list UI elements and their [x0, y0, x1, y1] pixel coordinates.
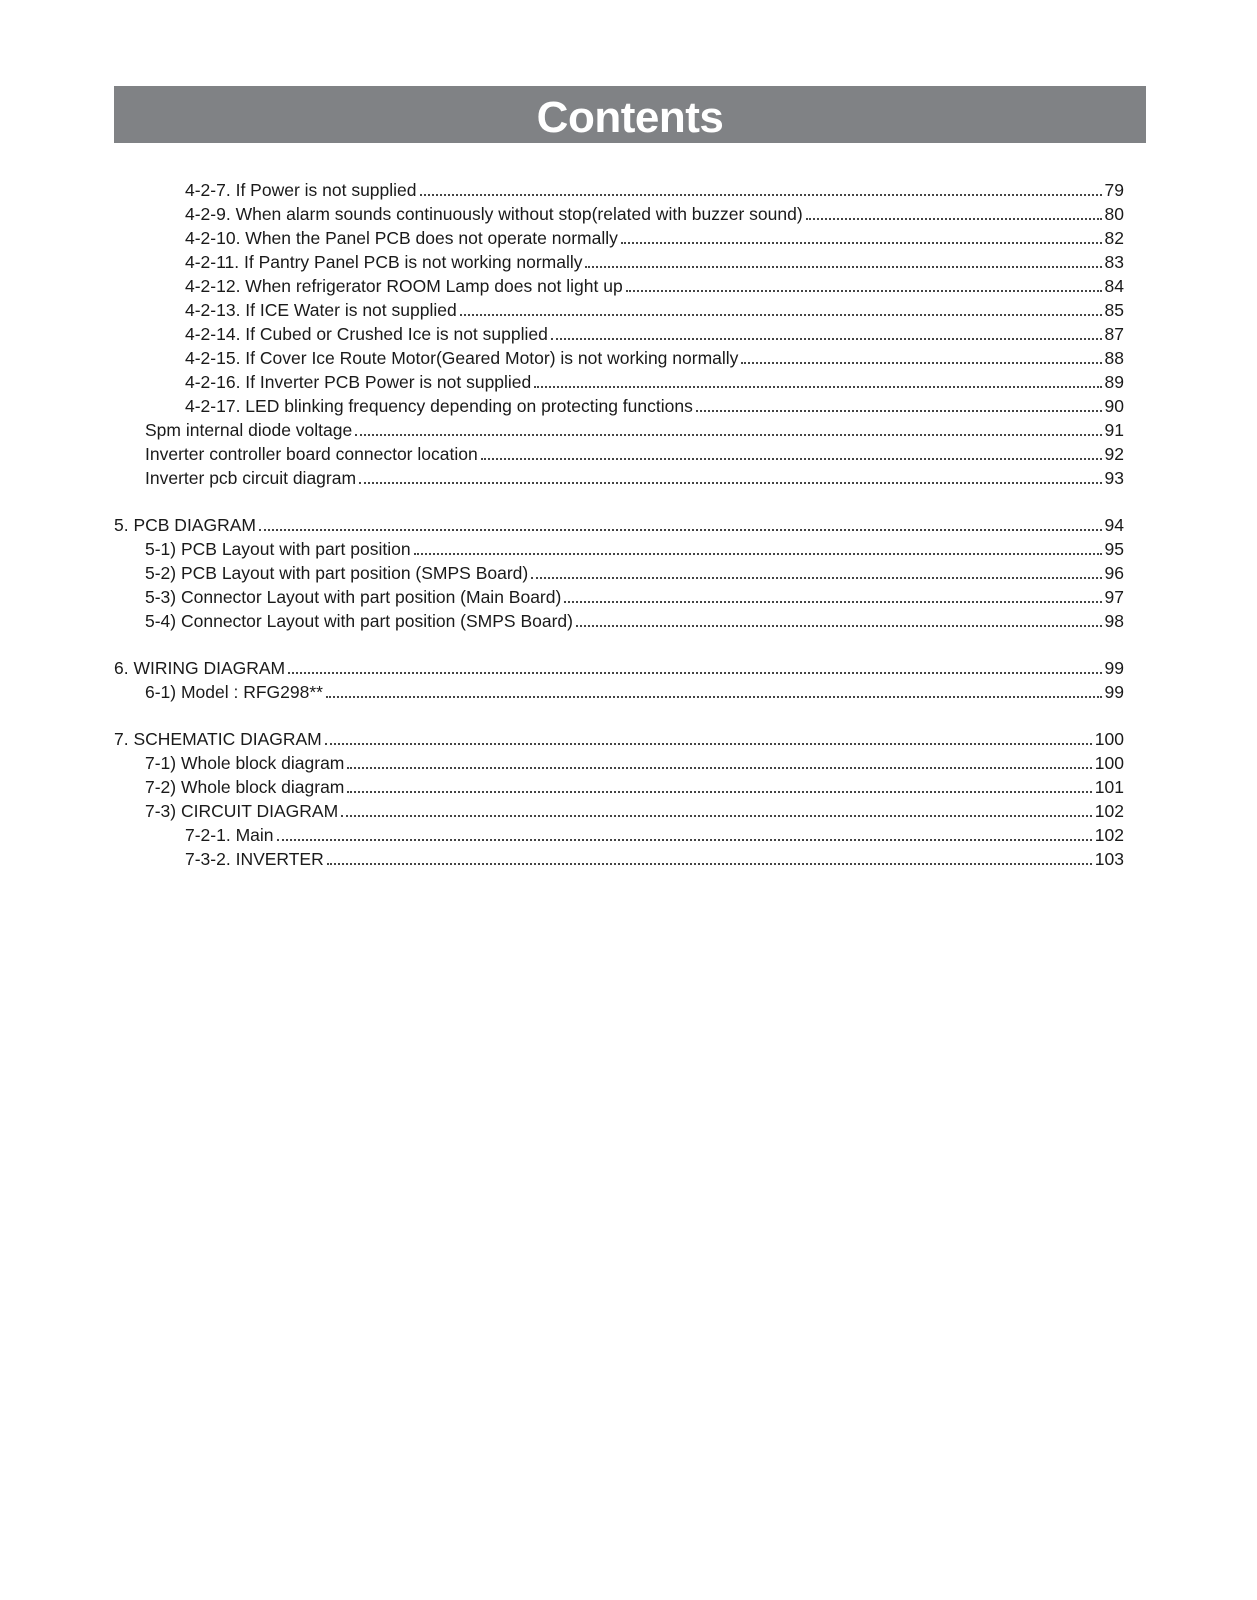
toc-entry[interactable]: [114, 178, 1124, 202]
toc-entry-page-number: 90: [1104, 396, 1124, 416]
toc-entry-page-number: 99: [1104, 658, 1124, 678]
toc-entry-page-number: 101: [1094, 777, 1124, 797]
toc-entry-label: 4-2-14. If Cubed or Crushed Ice is not supplied: [185, 324, 548, 344]
toc-entry-label: 7-3) CIRCUIT DIAGRAM: [145, 801, 339, 821]
toc-entry[interactable]: [114, 775, 1124, 799]
toc-entry-label: 7-2) Whole block diagram: [145, 777, 345, 797]
toc-entry-page-number: 100: [1094, 753, 1124, 773]
toc-entry-label: 7-3-2. INVERTER: [185, 849, 324, 869]
table-of-contents: [114, 178, 1124, 871]
toc-entry-page-number: 98: [1104, 611, 1124, 631]
toc-dot-leader: [576, 625, 1102, 627]
toc-dot-leader: [347, 767, 1091, 769]
toc-entry-page-number: 89: [1104, 372, 1124, 392]
toc-entry-page-number: 84: [1104, 276, 1124, 296]
toc-dot-leader: [277, 839, 1092, 841]
toc-entry-label: 7-1) Whole block diagram: [145, 753, 345, 773]
toc-entry-label: 5-3) Connector Layout with part position (Main Board): [145, 587, 562, 607]
toc-entry[interactable]: [114, 847, 1124, 871]
toc-dot-leader: [420, 194, 1102, 196]
toc-dot-leader: [585, 266, 1101, 268]
toc-entry[interactable]: [114, 561, 1124, 585]
toc-entry[interactable]: [114, 370, 1124, 394]
toc-dot-leader: [259, 529, 1102, 531]
toc-dot-leader: [534, 386, 1101, 388]
toc-entry[interactable]: [114, 513, 1124, 537]
toc-entry[interactable]: [114, 202, 1124, 226]
toc-entry-page-number: 100: [1094, 729, 1124, 749]
toc-entry[interactable]: [114, 226, 1124, 250]
toc-entry-label: Inverter controller board connector location: [145, 444, 478, 464]
toc-dot-leader: [347, 791, 1091, 793]
toc-entry-label: 4-2-9. When alarm sounds continuously without stop(related with buzzer sound): [185, 204, 803, 224]
toc-dot-leader: [626, 290, 1102, 292]
toc-dot-leader: [341, 815, 1092, 817]
toc-entry-page-number: 102: [1094, 825, 1124, 845]
toc-entry-page-number: 94: [1104, 515, 1124, 535]
toc-entry-label: 4-2-10. When the Panel PCB does not operate normally: [185, 228, 618, 248]
toc-entry[interactable]: [114, 250, 1124, 274]
toc-entry[interactable]: [114, 799, 1124, 823]
toc-entry-page-number: 87: [1104, 324, 1124, 344]
toc-entry-page-number: 80: [1104, 204, 1124, 224]
toc-dot-leader: [414, 553, 1102, 555]
toc-entry-label: 5-1) PCB Layout with part position: [145, 539, 411, 559]
toc-entry-page-number: 99: [1104, 682, 1124, 702]
toc-entry-page-number: 96: [1104, 563, 1124, 583]
toc-dot-leader: [327, 863, 1092, 865]
toc-entry-label: Spm internal diode voltage: [145, 420, 353, 440]
toc-entry-page-number: 97: [1104, 587, 1124, 607]
toc-entry-label: 7. SCHEMATIC DIAGRAM: [114, 729, 322, 749]
toc-dot-leader: [551, 338, 1102, 340]
toc-dot-leader: [460, 314, 1102, 316]
toc-entry[interactable]: [114, 394, 1124, 418]
toc-dot-leader: [288, 672, 1101, 674]
toc-entry[interactable]: [114, 823, 1124, 847]
toc-entry[interactable]: [114, 751, 1124, 775]
page-title: Contents: [536, 92, 724, 142]
toc-entry-label: 5-2) PCB Layout with part position (SMPS Board): [145, 563, 529, 583]
toc-entry-page-number: 102: [1094, 801, 1124, 821]
toc-entry-page-number: 83: [1104, 252, 1124, 272]
toc-entry[interactable]: [114, 466, 1124, 490]
toc-dot-leader: [481, 458, 1102, 460]
toc-entry[interactable]: [114, 680, 1124, 704]
toc-entry[interactable]: [114, 537, 1124, 561]
toc-dot-leader: [741, 362, 1101, 364]
toc-dot-leader: [326, 696, 1102, 698]
toc-entry[interactable]: [114, 585, 1124, 609]
toc-entry-label: 5-4) Connector Layout with part position (SMPS Board): [145, 611, 573, 631]
toc-entry-page-number: 91: [1104, 420, 1124, 440]
toc-entry-label: 4-2-16. If Inverter PCB Power is not supplied: [185, 372, 532, 392]
toc-entry[interactable]: [114, 727, 1124, 751]
toc-entry-label: 7-2-1. Main: [185, 825, 274, 845]
toc-entry[interactable]: [114, 609, 1124, 633]
toc-entry-page-number: 85: [1104, 300, 1124, 320]
toc-entry-page-number: 82: [1104, 228, 1124, 248]
header-bar: [114, 86, 1146, 143]
toc-entry-label: 6-1) Model : RFG298**: [145, 682, 323, 702]
toc-entry-page-number: 92: [1104, 444, 1124, 464]
toc-entry-label: 4-2-15. If Cover Ice Route Motor(Geared Motor) is not working normally: [185, 348, 739, 368]
toc-entry[interactable]: [114, 274, 1124, 298]
toc-entry-label: 4-2-11. If Pantry Panel PCB is not working normally: [185, 252, 583, 272]
toc-entry-page-number: 79: [1104, 180, 1124, 200]
toc-entry-label: 4-2-7. If Power is not supplied: [185, 180, 417, 200]
toc-entry-page-number: 95: [1104, 539, 1124, 559]
toc-entry-label: 5. PCB DIAGRAM: [114, 515, 256, 535]
toc-entry-label: 4-2-12. When refrigerator ROOM Lamp does not light up: [185, 276, 623, 296]
toc-entry-label: 4-2-17. LED blinking frequency depending on protecting functions: [185, 396, 693, 416]
toc-entry-page-number: 103: [1094, 849, 1124, 869]
toc-entry[interactable]: [114, 442, 1124, 466]
toc-entry-label: 4-2-13. If ICE Water is not supplied: [185, 300, 457, 320]
toc-dot-leader: [325, 743, 1092, 745]
toc-dot-leader: [531, 577, 1101, 579]
toc-entry-page-number: 88: [1104, 348, 1124, 368]
toc-dot-leader: [621, 242, 1102, 244]
toc-entry-label: 6. WIRING DIAGRAM: [114, 658, 286, 678]
toc-entry[interactable]: [114, 322, 1124, 346]
toc-dot-leader: [355, 434, 1101, 436]
toc-entry[interactable]: [114, 418, 1124, 442]
toc-entry[interactable]: [114, 656, 1124, 680]
toc-entry[interactable]: [114, 298, 1124, 322]
toc-dot-leader: [806, 218, 1102, 220]
toc-entry[interactable]: [114, 346, 1124, 370]
toc-dot-leader: [564, 601, 1101, 603]
toc-entry-label: Inverter pcb circuit diagram: [145, 468, 357, 488]
toc-dot-leader: [359, 482, 1101, 484]
toc-dot-leader: [696, 410, 1102, 412]
toc-entry-page-number: 93: [1104, 468, 1124, 488]
